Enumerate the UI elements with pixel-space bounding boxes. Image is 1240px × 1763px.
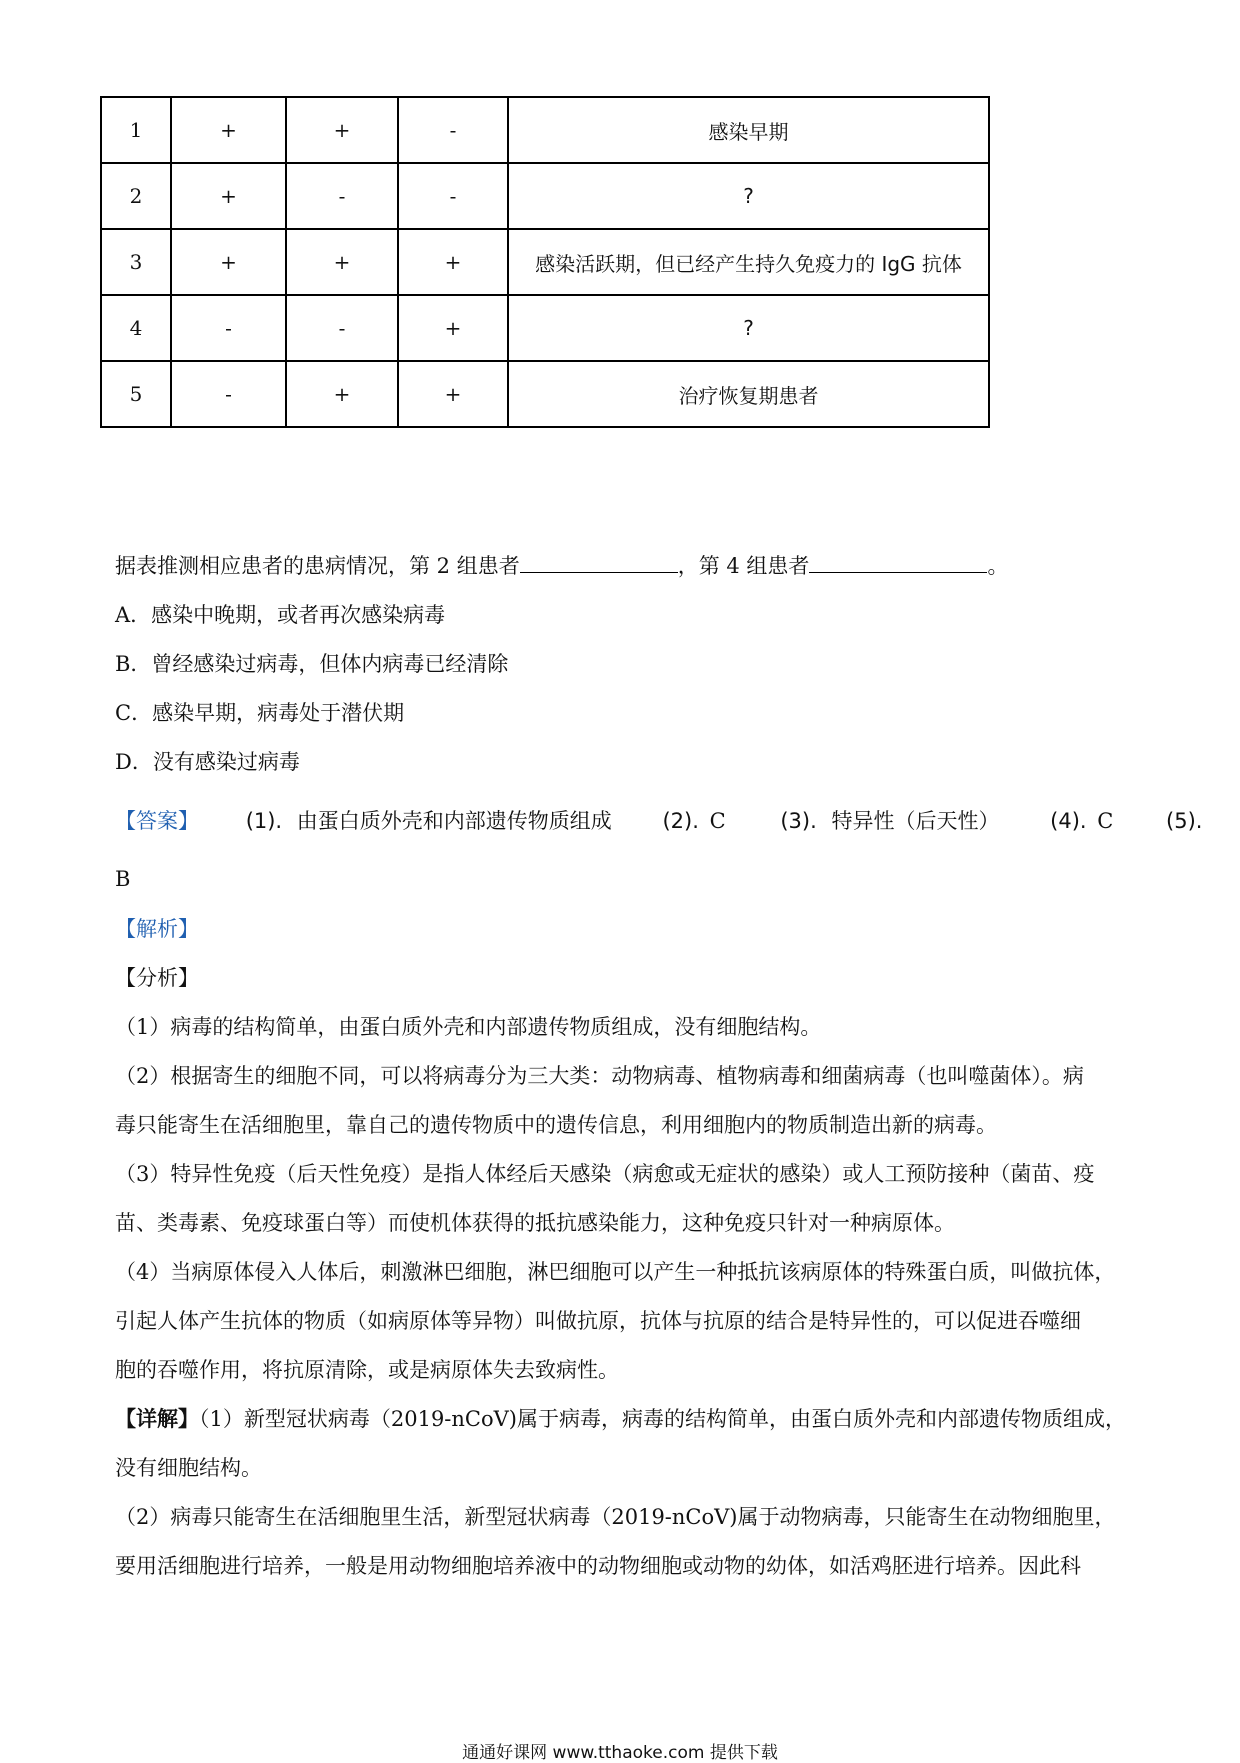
marker-c-cell: + [398, 229, 508, 295]
detail-text: （1）新型冠状病毒（2019-nCoV)属于病毒，病毒的结构简单，由蛋白质外壳和内部遗传物质组成， [199, 1407, 1126, 1431]
option-a: A．感染中晚期，或者再次感染病毒 [115, 603, 446, 627]
question-line [115, 550, 1008, 581]
analysis-line: 胞的吞噬作用，将抗原清除，或是病原体失去致病性。 [115, 1358, 619, 1382]
question-text-1: 据表推测相应患者的患病情况，第 2 组患者 [115, 554, 520, 578]
marker-a-cell: - [171, 295, 286, 361]
answer-item-1-num: (1). [245, 809, 283, 833]
marker-c-cell: - [398, 97, 508, 163]
answer-item-1-text: 由蛋白质外壳和内部遗传物质组成 [296, 809, 612, 833]
description-cell: 感染早期 [508, 97, 989, 163]
marker-b-cell: + [286, 229, 398, 295]
description-cell: ? [508, 295, 989, 361]
row-number-cell: 1 [101, 97, 171, 163]
option-b: B．曾经感染过病毒，但体内病毒已经清除 [115, 652, 509, 676]
row-number-cell: 5 [101, 361, 171, 427]
question-text-3: 。 [987, 554, 1009, 578]
option-d: D．没有感染过病毒 [115, 750, 300, 774]
results-table [100, 96, 990, 428]
marker-b-cell: + [286, 97, 398, 163]
option-c: C．感染早期，病毒处于潜伏期 [115, 701, 405, 725]
detail-line-1 [115, 1404, 1126, 1434]
table-row [101, 361, 989, 427]
row-number-cell: 2 [101, 163, 171, 229]
table-row [101, 295, 989, 361]
table-row [101, 163, 989, 229]
detail-line: 没有细胞结构。 [115, 1456, 262, 1480]
table-row [101, 229, 989, 295]
detail-line: 要用活细胞进行培养，一般是用动物细胞培养液中的动物细胞或动物的幼体，如活鸡胚进行培养。因此科 [115, 1554, 1081, 1578]
marker-b-cell: - [286, 163, 398, 229]
table-row [101, 97, 989, 163]
answer-item-4-text: C [1097, 809, 1114, 833]
marker-c-cell: - [398, 163, 508, 229]
answer-label: 【答案】 [115, 809, 199, 833]
marker-a-cell: + [171, 229, 286, 295]
marker-a-cell: - [171, 361, 286, 427]
answer-item-2-text: C [709, 809, 726, 833]
answer-item-3-text: 特异性（后天性） [831, 809, 1000, 833]
detail-line: （2）病毒只能寄生在活细胞里生活，新型冠状病毒（2019-nCoV)属于动物病毒，只能寄生在动物细胞里， [115, 1505, 1116, 1529]
row-number-cell: 4 [101, 295, 171, 361]
answer-blank-2[interactable] [520, 550, 678, 573]
answer-item-5-text: B [115, 867, 131, 891]
detail-label: 【详解】 [115, 1406, 199, 1431]
description-cell: ? [508, 163, 989, 229]
answer-blank-4[interactable] [809, 550, 987, 573]
marker-c-cell: + [398, 295, 508, 361]
answer-line [115, 806, 1203, 836]
analysis-line: （4）当病原体侵入人体后，刺激淋巴细胞，淋巴细胞可以产生一种抵抗该病原体的特殊蛋白质，叫做抗体， [115, 1260, 1116, 1284]
footer-text: 通通好课网 www.tthaoke.com 提供下载 [462, 1743, 778, 1763]
marker-a-cell: + [171, 97, 286, 163]
analysis-line: 苗、类毒素、免疫球蛋白等）而使机体获得的抵抗感染能力，这种免疫只针对一种病原体。 [115, 1211, 955, 1235]
description-cell: 感染活跃期，但已经产生持久免疫力的 IgG 抗体 [508, 229, 989, 295]
answer-item-4-num: (4). [1050, 809, 1087, 833]
answer-item-5-num: (5). [1166, 809, 1203, 833]
answer-item-3-num: (3). [780, 809, 817, 833]
marker-b-cell: + [286, 361, 398, 427]
description-cell: 治疗恢复期患者 [508, 361, 989, 427]
analysis-line: （1）病毒的结构简单，由蛋白质外壳和内部遗传物质组成，没有细胞结构。 [115, 1015, 822, 1039]
analysis-line: （2）根据寄生的细胞不同，可以将病毒分为三大类：动物病毒、植物病毒和细菌病毒（也叫噬菌体）。病 [115, 1064, 1084, 1088]
analysis-line: 引起人体产生抗体的物质（如病原体等异物）叫做抗原，抗体与抗原的结合是特异性的，可以促进吞噬细 [115, 1309, 1081, 1333]
marker-c-cell: + [398, 361, 508, 427]
answer-item-2-num: (2). [662, 809, 699, 833]
row-number-cell: 3 [101, 229, 171, 295]
marker-a-cell: + [171, 163, 286, 229]
question-text-2: ，第 4 组患者 [677, 554, 810, 578]
marker-b-cell: - [286, 295, 398, 361]
analysis-line: （3）特异性免疫（后天性免疫）是指人体经后天感染（病愈或无症状的感染）或人工预防接种（菌苗、疫 [115, 1162, 1095, 1186]
analysis-label: 【解析】 [115, 917, 199, 941]
fenxi-label: 【分析】 [115, 966, 199, 990]
analysis-line: 毒只能寄生在活细胞里，靠自己的遗传物质中的遗传信息，利用细胞内的物质制造出新的病毒。 [115, 1113, 997, 1137]
